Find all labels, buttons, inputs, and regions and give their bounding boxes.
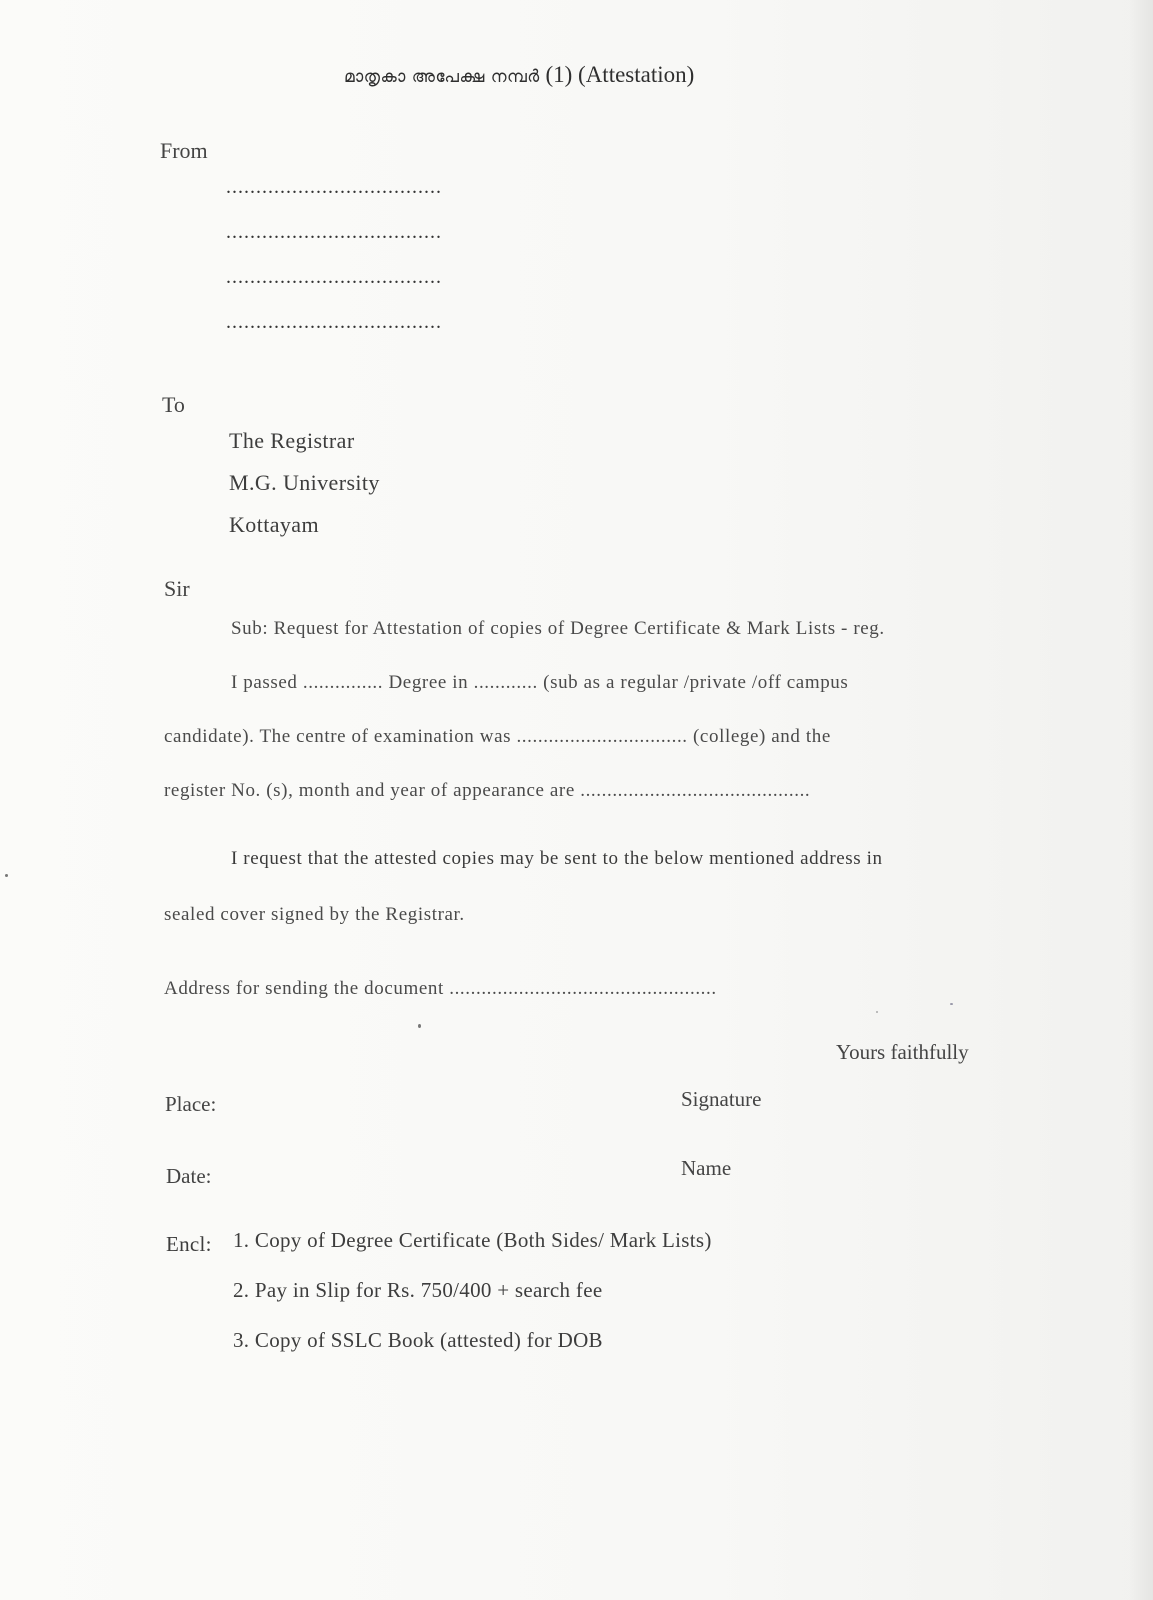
enclosure-item-3: 3. Copy of SSLC Book (attested) for DOB bbox=[233, 1328, 603, 1352]
scan-speck bbox=[950, 1003, 953, 1005]
place-label: Place: bbox=[165, 1092, 217, 1116]
recipient-line-3: Kottayam bbox=[229, 512, 319, 537]
scan-speck bbox=[876, 1011, 878, 1013]
scan-edge-shadow bbox=[1129, 0, 1153, 1600]
scan-speck bbox=[418, 1024, 421, 1028]
enclosures-label: Encl: bbox=[166, 1232, 212, 1256]
to-label: To bbox=[162, 392, 185, 417]
enclosure-item-2: 2. Pay in Slip for Rs. 750/400 + search fee bbox=[233, 1278, 603, 1302]
enclosure-item-1: 1. Copy of Degree Certificate (Both Sides/ Mark Lists) bbox=[233, 1228, 712, 1252]
scan-speck bbox=[5, 874, 8, 877]
signature-label: Signature bbox=[681, 1087, 762, 1111]
recipient-line-1: The Registrar bbox=[229, 428, 355, 453]
from-line-1: .................................... bbox=[226, 176, 442, 198]
from-label: From bbox=[160, 138, 208, 163]
form-title bbox=[344, 62, 694, 88]
from-line-3: .................................... bbox=[226, 266, 442, 288]
closing-yours-faithfully: Yours faithfully bbox=[836, 1040, 969, 1064]
salutation: Sir bbox=[164, 576, 190, 601]
sending-address-line: Address for sending the document .................................................. bbox=[164, 978, 717, 999]
paragraph1-line1: I passed ............... Degree in ............ (sub as a regular /private /off campus bbox=[231, 672, 849, 693]
from-line-4: .................................... bbox=[226, 311, 442, 333]
form-title-number: (1) bbox=[545, 62, 573, 87]
from-line-2: .................................... bbox=[226, 221, 442, 243]
paragraph1-line3: register No. (s), month and year of appearance are ........................................... bbox=[164, 780, 811, 801]
paragraph2-line1: I request that the attested copies may be sent to the below mentioned address in bbox=[231, 848, 883, 869]
subject-line: Sub: Request for Attestation of copies of Degree Certificate & Mark Lists - reg. bbox=[231, 618, 885, 639]
name-label: Name bbox=[681, 1156, 732, 1180]
date-label: Date: bbox=[166, 1164, 212, 1188]
form-title-english: (Attestation) bbox=[578, 62, 695, 87]
paragraph2-line2: sealed cover signed by the Registrar. bbox=[164, 904, 465, 925]
recipient-line-2: M.G. University bbox=[229, 470, 380, 495]
paragraph1-line2: candidate). The centre of examination was ................................ (college) and the bbox=[164, 726, 831, 747]
form-title-malayalam: മാതൃകാ അപേക്ഷ നമ്പർ bbox=[344, 67, 540, 87]
